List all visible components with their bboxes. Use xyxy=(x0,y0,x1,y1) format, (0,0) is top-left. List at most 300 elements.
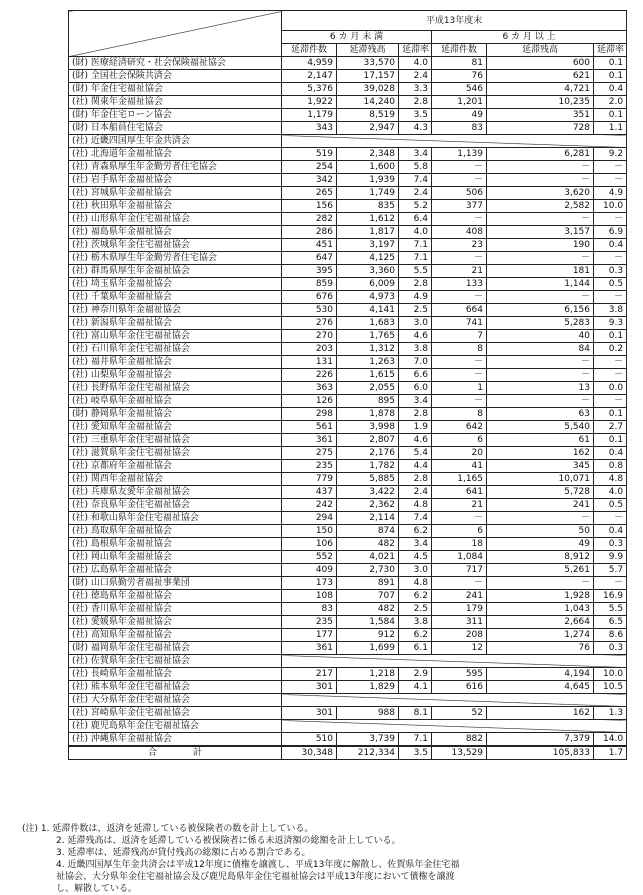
organization-name: (社) 島根県年金福祉協会 xyxy=(69,538,282,551)
table-row xyxy=(69,603,627,616)
table-row xyxy=(69,213,627,226)
value-cell: 0.1 xyxy=(594,434,627,447)
organization-name: (社) 埼玉県年金福祉協会 xyxy=(69,278,282,291)
value-cell: － xyxy=(487,356,594,369)
value-cell: 530 xyxy=(282,304,337,317)
value-cell: － xyxy=(594,291,627,304)
value-cell: 5.2 xyxy=(399,200,432,213)
value-cell: 3,422 xyxy=(337,486,399,499)
table-row xyxy=(69,187,627,200)
value-cell: 3.8 xyxy=(399,616,432,629)
value-cell: 891 xyxy=(337,577,399,590)
value-cell: 4.3 xyxy=(399,122,432,135)
value-cell: 451 xyxy=(282,239,337,252)
table-row xyxy=(69,499,627,512)
value-cell: 874 xyxy=(337,525,399,538)
value-cell: 4.4 xyxy=(399,460,432,473)
table-row xyxy=(69,590,627,603)
value-cell: 664 xyxy=(432,304,487,317)
table-row xyxy=(69,96,627,109)
organization-name: (財) 山口県勤労者福祉事業団 xyxy=(69,577,282,590)
value-cell: 10,071 xyxy=(487,473,594,486)
value-cell: 482 xyxy=(337,603,399,616)
table-row xyxy=(69,694,627,707)
table-row xyxy=(69,564,627,577)
value-cell: 6.6 xyxy=(399,369,432,382)
value-cell: － xyxy=(487,161,594,174)
value-cell: 49 xyxy=(432,109,487,122)
value-cell: － xyxy=(432,291,487,304)
value-cell: 106 xyxy=(282,538,337,551)
corner-cell xyxy=(69,11,282,57)
organization-name: (社) 茨城県年金住宅福祉協会 xyxy=(69,239,282,252)
value-cell: 1.1 xyxy=(594,122,627,135)
table-row xyxy=(69,668,627,681)
value-cell: 2,147 xyxy=(282,70,337,83)
organization-name: (社) 北海道年金福祉協会 xyxy=(69,148,282,161)
value-cell: 835 xyxy=(337,200,399,213)
organization-name: (社) 沖縄県年金福祉協会 xyxy=(69,733,282,747)
value-cell: 63 xyxy=(487,408,594,421)
value-cell: 1,612 xyxy=(337,213,399,226)
note-line: 4. 近畿四国厚生年金共済会は平成12年度に債権を譲渡し、平成13年度に解散し、佐賀県年金住宅福 xyxy=(56,860,460,870)
value-cell: － xyxy=(594,395,627,408)
value-cell: 4,959 xyxy=(282,57,337,70)
value-cell: 895 xyxy=(337,395,399,408)
organization-name: (社) 和歌山県年金住宅福祉協会 xyxy=(69,512,282,525)
value-cell: 3.0 xyxy=(399,564,432,577)
value-cell: 14.0 xyxy=(594,733,627,747)
value-cell: 5,283 xyxy=(487,317,594,330)
value-cell: 1.9 xyxy=(399,421,432,434)
value-cell: 6.2 xyxy=(399,525,432,538)
value-cell: 2,730 xyxy=(337,564,399,577)
value-cell: 1,615 xyxy=(337,369,399,382)
value-cell: 133 xyxy=(432,278,487,291)
value-cell: 208 xyxy=(432,629,487,642)
value-cell: 6,009 xyxy=(337,278,399,291)
organization-name: (社) 秋田県年金福祉協会 xyxy=(69,200,282,213)
value-cell: 7.1 xyxy=(399,239,432,252)
value-cell: 2,114 xyxy=(337,512,399,525)
organization-name: (社) 福井県年金福祉協会 xyxy=(69,356,282,369)
value-cell: 4,194 xyxy=(487,668,594,681)
value-cell: 0.1 xyxy=(594,330,627,343)
value-cell: － xyxy=(594,161,627,174)
value-cell: 546 xyxy=(432,83,487,96)
value-cell: 0.5 xyxy=(594,278,627,291)
table-row xyxy=(69,369,627,382)
value-cell: 0.3 xyxy=(594,642,627,655)
table-row xyxy=(69,616,627,629)
value-cell: 437 xyxy=(282,486,337,499)
value-cell: 5,885 xyxy=(337,473,399,486)
table-row xyxy=(69,473,627,486)
value-cell: 241 xyxy=(432,590,487,603)
value-cell: 235 xyxy=(282,616,337,629)
value-cell: 3,360 xyxy=(337,265,399,278)
value-cell: 0.1 xyxy=(594,408,627,421)
value-cell: 301 xyxy=(282,681,337,694)
value-cell: － xyxy=(594,213,627,226)
table-row xyxy=(69,707,627,720)
total-row xyxy=(69,746,627,760)
table-row xyxy=(69,83,627,96)
organization-name: (社) 大分県年金住宅福祉協会 xyxy=(69,694,282,707)
value-cell: 265 xyxy=(282,187,337,200)
value-cell: 83 xyxy=(432,122,487,135)
value-cell: 241 xyxy=(487,499,594,512)
value-cell: 2,362 xyxy=(337,499,399,512)
table-row xyxy=(69,148,627,161)
value-cell: 6.2 xyxy=(399,629,432,642)
value-cell: 10,235 xyxy=(487,96,594,109)
value-cell: 41 xyxy=(432,460,487,473)
value-cell: 190 xyxy=(487,239,594,252)
col-rate-under6: 延滞率 xyxy=(399,44,432,57)
value-cell: 4.8 xyxy=(399,499,432,512)
value-cell: 5.4 xyxy=(399,447,432,460)
table-row xyxy=(69,174,627,187)
value-cell: 1,699 xyxy=(337,642,399,655)
value-cell: 4,721 xyxy=(487,83,594,96)
value-cell: 2.4 xyxy=(399,187,432,200)
note-line: し、解散している。 xyxy=(56,884,138,894)
value-cell: 2,582 xyxy=(487,200,594,213)
value-cell: 254 xyxy=(282,161,337,174)
organization-name: (社) 兵庫県友愛年金福祉協会 xyxy=(69,486,282,499)
value-cell: 9.9 xyxy=(594,551,627,564)
value-cell: 0.3 xyxy=(594,538,627,551)
value-cell: 4,141 xyxy=(337,304,399,317)
value-cell: 342 xyxy=(282,174,337,187)
value-cell: 345 xyxy=(487,460,594,473)
value-cell: 282 xyxy=(282,213,337,226)
organization-name: (社) 近畿四国厚生年金共済会 xyxy=(69,135,282,148)
value-cell: 1,179 xyxy=(282,109,337,122)
organization-name: (社) 富山県年金住宅福祉協会 xyxy=(69,330,282,343)
organization-name: (社) 香川県年金福祉協会 xyxy=(69,603,282,616)
value-cell: － xyxy=(432,395,487,408)
value-cell: 988 xyxy=(337,707,399,720)
value-cell: 4.9 xyxy=(399,291,432,304)
dissolved-strike-cell xyxy=(282,720,627,733)
value-cell: 4.5 xyxy=(399,551,432,564)
value-cell: 3,157 xyxy=(487,226,594,239)
table-row xyxy=(69,642,627,655)
value-cell: 3,197 xyxy=(337,239,399,252)
table-row xyxy=(69,161,627,174)
value-cell: 177 xyxy=(282,629,337,642)
table-row xyxy=(69,226,627,239)
value-cell: － xyxy=(432,369,487,382)
value-cell: 4,125 xyxy=(337,252,399,265)
value-cell: 173 xyxy=(282,577,337,590)
table-row xyxy=(69,655,627,668)
value-cell: 298 xyxy=(282,408,337,421)
value-cell: 9.2 xyxy=(594,148,627,161)
value-cell: － xyxy=(432,174,487,187)
value-cell: 2.8 xyxy=(399,408,432,421)
value-cell: 7.0 xyxy=(399,356,432,369)
value-cell: 4,973 xyxy=(337,291,399,304)
table-row xyxy=(69,395,627,408)
value-cell: 3.8 xyxy=(399,343,432,356)
value-cell: 0.1 xyxy=(594,70,627,83)
organization-name: (社) 長崎県年金福祉協会 xyxy=(69,668,282,681)
value-cell: 912 xyxy=(337,629,399,642)
value-cell: 0.2 xyxy=(594,343,627,356)
table-row xyxy=(69,70,627,83)
value-cell: 2.5 xyxy=(399,603,432,616)
value-cell: 343 xyxy=(282,122,337,135)
value-cell: 3,739 xyxy=(337,733,399,747)
table-row xyxy=(69,629,627,642)
value-cell: 76 xyxy=(432,70,487,83)
table-body xyxy=(69,57,627,760)
value-cell: 0.5 xyxy=(594,499,627,512)
organization-name: (社) 岡山県年金福祉協会 xyxy=(69,551,282,564)
value-cell: 1,817 xyxy=(337,226,399,239)
value-cell: 18 xyxy=(432,538,487,551)
value-cell: － xyxy=(432,161,487,174)
value-cell: 1,584 xyxy=(337,616,399,629)
dissolved-strike-cell xyxy=(282,694,627,707)
table-row xyxy=(69,356,627,369)
value-cell: 4.6 xyxy=(399,434,432,447)
value-cell: 2,348 xyxy=(337,148,399,161)
organization-name: (財) 日本船員住宅協会 xyxy=(69,122,282,135)
value-cell: 270 xyxy=(282,330,337,343)
value-cell: － xyxy=(487,512,594,525)
value-cell: 2.9 xyxy=(399,668,432,681)
value-cell: 217 xyxy=(282,668,337,681)
total-value-cell: 3.5 xyxy=(399,746,432,760)
value-cell: 1,139 xyxy=(432,148,487,161)
table-row xyxy=(69,317,627,330)
value-cell: 641 xyxy=(432,486,487,499)
value-cell: 12 xyxy=(432,642,487,655)
organization-name: (社) 宮城県年金福祉協会 xyxy=(69,187,282,200)
value-cell: － xyxy=(487,369,594,382)
value-cell: 3.4 xyxy=(399,395,432,408)
value-cell: 361 xyxy=(282,642,337,655)
value-cell: 6.2 xyxy=(399,590,432,603)
col-rate-over6: 延滞率 xyxy=(594,44,627,57)
value-cell: 408 xyxy=(432,226,487,239)
value-cell: 717 xyxy=(432,564,487,577)
value-cell: 5,261 xyxy=(487,564,594,577)
value-cell: 20 xyxy=(432,447,487,460)
value-cell: 1,312 xyxy=(337,343,399,356)
note-line: 祉協会、大分県年金住宅福祉協会及び鹿児島県年金住宅福祉協会は平成13年度において債権を譲渡 xyxy=(56,872,455,882)
note-line: 2. 延滞残高は、返済を延滞している被保険者に係る未返済額の総額を計上している。 xyxy=(56,836,401,846)
table-row xyxy=(69,278,627,291)
value-cell: 108 xyxy=(282,590,337,603)
table-row xyxy=(69,447,627,460)
value-cell: 8,912 xyxy=(487,551,594,564)
value-cell: 16.9 xyxy=(594,590,627,603)
value-cell: 1.3 xyxy=(594,707,627,720)
value-cell: － xyxy=(594,252,627,265)
value-cell: 5,540 xyxy=(487,421,594,434)
value-cell: － xyxy=(594,356,627,369)
table-row xyxy=(69,681,627,694)
table-row xyxy=(69,460,627,473)
table-row xyxy=(69,343,627,356)
organization-name: (社) 熊本県年金住宅福祉協会 xyxy=(69,681,282,694)
value-cell: 6.1 xyxy=(399,642,432,655)
organization-name: (社) 山梨県年金福祉協会 xyxy=(69,369,282,382)
value-cell: 156 xyxy=(282,200,337,213)
value-cell: － xyxy=(594,369,627,382)
dissolved-strike-cell xyxy=(282,655,627,668)
table-row xyxy=(69,122,627,135)
value-cell: － xyxy=(432,213,487,226)
col-balance-under6: 延滞残高 xyxy=(337,44,399,57)
value-cell: 4.8 xyxy=(399,577,432,590)
value-cell: 616 xyxy=(432,681,487,694)
value-cell: 1,084 xyxy=(432,551,487,564)
dissolved-strike-cell xyxy=(282,135,627,148)
value-cell: 126 xyxy=(282,395,337,408)
value-cell: 52 xyxy=(432,707,487,720)
value-cell: 3.8 xyxy=(594,304,627,317)
value-cell: 1,878 xyxy=(337,408,399,421)
value-cell: 5.8 xyxy=(399,161,432,174)
table-row xyxy=(69,538,627,551)
value-cell: 7.1 xyxy=(399,733,432,747)
organization-name: (社) 愛媛県年金福祉協会 xyxy=(69,616,282,629)
value-cell: 5.7 xyxy=(594,564,627,577)
value-cell: 506 xyxy=(432,187,487,200)
value-cell: 621 xyxy=(487,70,594,83)
loan-delinquency-table xyxy=(68,10,627,760)
value-cell: 50 xyxy=(487,525,594,538)
total-value-cell: 13,529 xyxy=(432,746,487,760)
value-cell: 5.5 xyxy=(399,265,432,278)
value-cell: 8.1 xyxy=(399,707,432,720)
value-cell: － xyxy=(432,252,487,265)
total-value-cell: 30,348 xyxy=(282,746,337,760)
organization-name: (財) 医療経済研究・社会保険福祉協会 xyxy=(69,57,282,70)
under-6-months-header: 6 カ 月 未 満 xyxy=(282,31,432,44)
table-row xyxy=(69,551,627,564)
value-cell: 235 xyxy=(282,460,337,473)
value-cell: 552 xyxy=(282,551,337,564)
value-cell: 49 xyxy=(487,538,594,551)
table-row xyxy=(69,382,627,395)
value-cell: 642 xyxy=(432,421,487,434)
value-cell: 779 xyxy=(282,473,337,486)
value-cell: 6 xyxy=(432,434,487,447)
value-cell: 162 xyxy=(487,707,594,720)
value-cell: － xyxy=(594,174,627,187)
table-row xyxy=(69,304,627,317)
col-balance-over6: 延滞残高 xyxy=(487,44,594,57)
table-row xyxy=(69,265,627,278)
value-cell: 8 xyxy=(432,408,487,421)
total-value-cell: 105,833 xyxy=(487,746,594,760)
value-cell: 6,281 xyxy=(487,148,594,161)
organization-name: (財) 静岡県年金福祉協会 xyxy=(69,408,282,421)
value-cell: 1,600 xyxy=(337,161,399,174)
total-label: 合 計 xyxy=(69,746,282,760)
value-cell: 181 xyxy=(487,265,594,278)
value-cell: 23 xyxy=(432,239,487,252)
value-cell: 13 xyxy=(487,382,594,395)
value-cell: 510 xyxy=(282,733,337,747)
value-cell: － xyxy=(594,512,627,525)
value-cell: 2,664 xyxy=(487,616,594,629)
value-cell: － xyxy=(487,395,594,408)
value-cell: 361 xyxy=(282,434,337,447)
value-cell: 647 xyxy=(282,252,337,265)
value-cell: 0.4 xyxy=(594,83,627,96)
value-cell: 83 xyxy=(282,603,337,616)
organization-name: (財) 福岡県年金住宅福祉協会 xyxy=(69,642,282,655)
organization-name: (社) 奈良県年金住宅福祉協会 xyxy=(69,499,282,512)
value-cell: 150 xyxy=(282,525,337,538)
value-cell: 17,157 xyxy=(337,70,399,83)
value-cell: 1,043 xyxy=(487,603,594,616)
table-row xyxy=(69,512,627,525)
value-cell: 728 xyxy=(487,122,594,135)
value-cell: 2,807 xyxy=(337,434,399,447)
value-cell: 4.1 xyxy=(399,681,432,694)
value-cell: 0.0 xyxy=(594,382,627,395)
table-row xyxy=(69,421,627,434)
value-cell: 203 xyxy=(282,343,337,356)
table-row xyxy=(69,525,627,538)
value-cell: 3.5 xyxy=(399,109,432,122)
value-cell: 2.8 xyxy=(399,473,432,486)
organization-name: (社) 高知県年金福祉協会 xyxy=(69,629,282,642)
value-cell: 40 xyxy=(487,330,594,343)
value-cell: 1,201 xyxy=(432,96,487,109)
value-cell: 519 xyxy=(282,148,337,161)
organization-name: (社) 鳥取県年金福祉協会 xyxy=(69,525,282,538)
value-cell: 8 xyxy=(432,343,487,356)
loan-delinquency-table-container xyxy=(68,10,626,760)
value-cell: 3.4 xyxy=(399,538,432,551)
value-cell: 0.4 xyxy=(594,447,627,460)
value-cell: 5,728 xyxy=(487,486,594,499)
organization-name: (財) 全国社会保険共済会 xyxy=(69,70,282,83)
value-cell: 6.9 xyxy=(594,226,627,239)
table-row xyxy=(69,434,627,447)
value-cell: 4,645 xyxy=(487,681,594,694)
value-cell: 1,749 xyxy=(337,187,399,200)
organization-name: (社) 愛知県年金福祉協会 xyxy=(69,421,282,434)
value-cell: 1,829 xyxy=(337,681,399,694)
organization-name: (社) 滋賀県年金住宅福祉協会 xyxy=(69,447,282,460)
value-cell: 707 xyxy=(337,590,399,603)
value-cell: 1,263 xyxy=(337,356,399,369)
organization-name: (社) 京都府年金福祉協会 xyxy=(69,460,282,473)
value-cell: 7.1 xyxy=(399,252,432,265)
value-cell: 4.0 xyxy=(399,226,432,239)
value-cell: 6,156 xyxy=(487,304,594,317)
organization-name: (社) 千葉県年金福祉協会 xyxy=(69,291,282,304)
organization-name: (社) 青森県厚生年金勤労者住宅協会 xyxy=(69,161,282,174)
value-cell: 4.8 xyxy=(594,473,627,486)
note-line: (注) 1. 延滞件数は、返済を延滞している被保険者の数を計上している。 xyxy=(22,824,314,834)
table-row xyxy=(69,109,627,122)
table-row xyxy=(69,57,627,70)
value-cell: 8.6 xyxy=(594,629,627,642)
value-cell: 3.0 xyxy=(399,317,432,330)
